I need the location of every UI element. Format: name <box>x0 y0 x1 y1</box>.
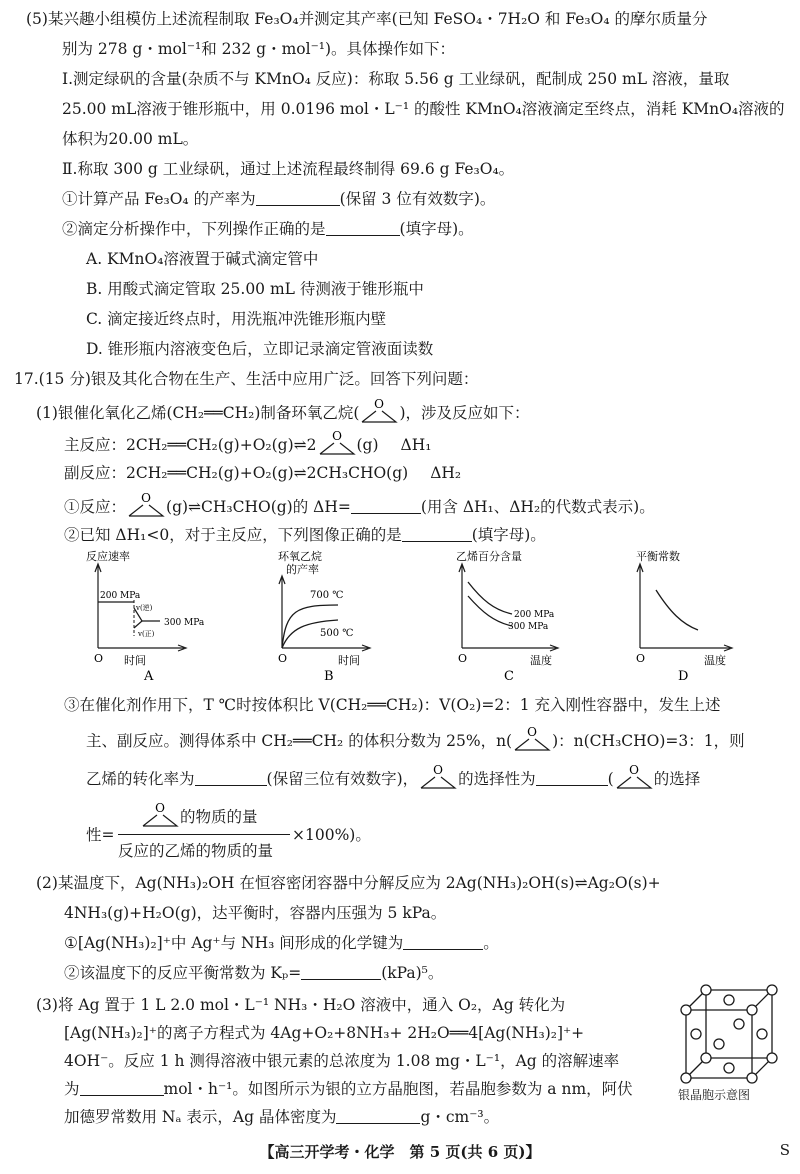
curve-700c <box>282 605 338 648</box>
graph-d <box>626 550 786 682</box>
epoxide-structure-icon <box>140 802 180 828</box>
answer-blank[interactable] <box>301 963 381 980</box>
answer-blank[interactable] <box>326 219 400 236</box>
q16-5-question2: ②滴定分析操作中，下列操作正确的是 (填字母)。 <box>62 220 474 238</box>
label-300mpa: 300 MPa <box>164 618 205 628</box>
svg-text:O: O <box>628 764 639 777</box>
graph-b-plot <box>268 550 428 682</box>
graph-b <box>268 550 428 682</box>
q17-part1-intro: (1)银催化氧化乙烯(CH₂══CH₂)制备环氧乙烷( O )，涉及反应如下： <box>36 398 530 422</box>
answer-blank[interactable] <box>536 769 608 786</box>
main-reaction: 主反应：2CH₂══CH₂(g)+O₂(g)⇌2 O (g) ΔH₁ <box>64 430 432 454</box>
graph-d-plot <box>626 550 786 682</box>
selectivity-denominator: 反应的乙烯的物质的量 <box>118 842 274 860</box>
label-500c: 500 ℃ <box>320 628 354 639</box>
label-v-forward: v(正) <box>138 630 155 638</box>
origin-label: O <box>458 652 468 665</box>
option-d: D. 锥形瓶内溶液变色后，立即记录滴定管液面读数 <box>86 340 434 358</box>
epoxide-structure-icon <box>418 764 458 790</box>
svg-text:O: O <box>141 492 151 505</box>
graph-letter: D <box>678 669 689 682</box>
page-footer <box>0 1141 800 1162</box>
q17-part2-line2: 4NH₃(g)+H₂O(g)，达平衡时，容器内压强为 5 kPa。 <box>64 904 447 922</box>
q16-5-intro-line1: (5)某兴趣小组模仿上述流程制取 Fe₃O₄并测定其产率(已知 FeSO₄・7H₂O 和 Fe₃O₄ 的摩尔质量分 <box>26 10 708 28</box>
curve-200mpa <box>468 582 512 614</box>
answer-blank[interactable] <box>403 933 483 950</box>
graph-letter: A <box>144 669 154 682</box>
y-label-line2: 的产率 <box>286 563 319 576</box>
q16-5-step2: Ⅱ.称取 300 g 工业绿矾，通过上述流程最终制得 69.6 g Fe₃O₄。 <box>62 160 515 178</box>
silver-unit-cell-diagram <box>672 980 784 1108</box>
y-label: 反应速率 <box>86 550 130 563</box>
answer-blank[interactable] <box>336 1107 420 1124</box>
side-reaction: 副反应：2CH₂══CH₂(g)+O₂(g)⇌2CH₃CHO(g) ΔH₂ <box>64 464 462 482</box>
curve-300mpa <box>468 596 512 626</box>
graph-c <box>448 550 608 682</box>
q17-part3-line2: [Ag(NH₃)₂]⁺的离子方程式为 4Ag+O₂+8NH₃+ 2H₂O══4[Ag(NH₃)₂]⁺+ <box>64 1024 585 1042</box>
q17-part2-question2: ②该温度下的反应平衡常数为 Kₚ= (kPa)⁵。 <box>64 964 444 982</box>
graph-c-plot <box>448 550 608 682</box>
q17-item3-line3: 乙烯的转化率为 (保留三位有效数字)， O 的选择性为 ( O 的选择 <box>86 764 701 788</box>
q16-5-step1-line3: 体积为20.00 mL。 <box>62 130 199 148</box>
q17-part3-line3: 4OH⁻。反应 1 h 测得溶液中银元素的总浓度为 1.08 mg・L⁻¹，Ag 的溶解速率 <box>64 1052 620 1070</box>
unit-cell-caption: 银晶胞示意图 <box>678 1088 751 1102</box>
curve-equilibrium-constant <box>656 590 698 630</box>
q17-part3-line5: 加德罗常数用 Nₐ 表示，Ag 晶体密度为 g・cm⁻³。 <box>64 1108 500 1126</box>
y-label-line1: 环氧乙烷 <box>278 550 322 563</box>
x-label: 温度 <box>530 654 552 667</box>
footer-text: 【高三开学考・化学 第 5 页(共 6 页)】 <box>259 1143 541 1161</box>
origin-label: O <box>636 652 646 665</box>
graph-letter: C <box>504 669 514 682</box>
answer-blank[interactable] <box>402 525 472 542</box>
q17-part3-line4: 为 mol・h⁻¹。如图所示为银的立方晶胞图，若晶胞参数为 a nm，阿伏 <box>64 1080 633 1098</box>
q16-5-intro-line2: 别为 278 g・mol⁻¹和 232 g・mol⁻¹)。具体操作如下： <box>62 40 456 58</box>
y-label: 平衡常数 <box>636 550 680 563</box>
q17-part2-question1: ①[Ag(NH₃)₂]⁺中 Ag⁺与 NH₃ 间形成的化学键为 。 <box>64 934 499 952</box>
graph-a <box>84 550 244 682</box>
q17-item3-line2: 主、副反应。测得体系中 CH₂══CH₂ 的体积分数为 25%，n( O )：n(CH₃CHO)=3：1，则 <box>86 726 745 750</box>
answer-blank[interactable] <box>351 497 421 514</box>
label-200mpa: 200 MPa <box>100 591 141 601</box>
epoxide-structure-icon <box>359 398 399 424</box>
label-700c: 700 ℃ <box>310 590 344 601</box>
answer-blank[interactable] <box>256 189 340 206</box>
forward-rate-line <box>134 621 142 628</box>
q17-part3-line1: (3)将 Ag 置于 1 L 2.0 mol・L⁻¹ NH₃・H₂O 溶液中，通入 O₂，Ag 转化为 <box>36 996 566 1014</box>
fraction-bar <box>118 834 290 835</box>
x-label: 时间 <box>338 654 360 667</box>
x-label: 时间 <box>124 654 146 667</box>
origin-label: O <box>94 652 104 665</box>
y-label: 乙烯百分含量 <box>456 550 522 563</box>
option-a: A. KMnO₄溶液置于碱式滴定管中 <box>86 250 319 268</box>
q16-5-step1-line2: 25.00 mL溶液于锥形瓶中，用 0.0196 mol・L⁻¹ 的酸性 KMnO₄溶液滴定至终点，消耗 KMnO₄溶液的 <box>62 100 785 118</box>
q16-5-question1: ①计算产品 Fe₃O₄ 的产率为 (保留 3 位有效数字)。 <box>62 190 496 208</box>
selectivity-numerator: O 的物质的量 <box>140 802 258 828</box>
answer-blank[interactable] <box>80 1079 164 1096</box>
answer-blank[interactable] <box>195 769 267 786</box>
svg-text:O: O <box>433 764 444 777</box>
q16-5-step1-line1: Ⅰ.测定绿矾的含量(杂质不与 KMnO₄ 反应)：称取 5.56 g 工业绿矾，配制成 250 mL 溶液，量取 <box>62 70 730 88</box>
label-v-reverse: v(逆) <box>136 604 153 612</box>
selectivity-prefix: 性= <box>86 826 115 844</box>
q17-header: 17.(15 分)银及其化合物在生产、生活中应用广泛。回答下列问题： <box>14 370 479 388</box>
option-b: B. 用酸式滴定管取 25.00 mL 待测液于锥形瓶中 <box>86 280 424 298</box>
svg-text:O: O <box>331 430 342 443</box>
graph-a-plot <box>84 550 244 682</box>
svg-text:O: O <box>374 398 385 411</box>
x-label: 温度 <box>704 654 726 667</box>
q17-item3-line1: ③在催化剂作用下，T ℃时按体积比 V(CH₂══CH₂)：V(O₂)=2：1 充入刚性容器中，发生上述 <box>64 696 721 714</box>
epoxide-structure-icon <box>126 492 166 518</box>
svg-text:O: O <box>155 802 165 815</box>
epoxide-structure-icon <box>614 764 654 790</box>
graph-letter: B <box>324 669 334 682</box>
epoxide-structure-icon <box>512 726 552 752</box>
q17-item2: ②已知 ΔH₁<0，对于主反应，下列图像正确的是 (填字母)。 <box>64 526 546 544</box>
label-200mpa: 200 MPa <box>514 610 555 620</box>
footer-mark: S <box>779 1141 790 1159</box>
q17-item1: ①反应： O (g)⇌CH₃CHO(g)的 ΔH= (用含 ΔH₁、ΔH₂的代数式表示)。 <box>64 492 655 516</box>
svg-text:O: O <box>527 726 538 739</box>
option-c: C. 滴定接近终点时，用洗瓶冲洗锥形瓶内壁 <box>86 310 387 328</box>
selectivity-suffix: ×100%)。 <box>292 826 371 844</box>
epoxide-structure-icon <box>317 430 357 456</box>
label-300mpa: 300 MPa <box>508 622 549 632</box>
origin-label: O <box>278 652 288 665</box>
q17-part2-line1: (2)某温度下，Ag(NH₃)₂OH 在恒容密闭容器中分解反应为 2Ag(NH₃)₂OH(s)⇌Ag₂O(s)+ <box>36 874 661 892</box>
